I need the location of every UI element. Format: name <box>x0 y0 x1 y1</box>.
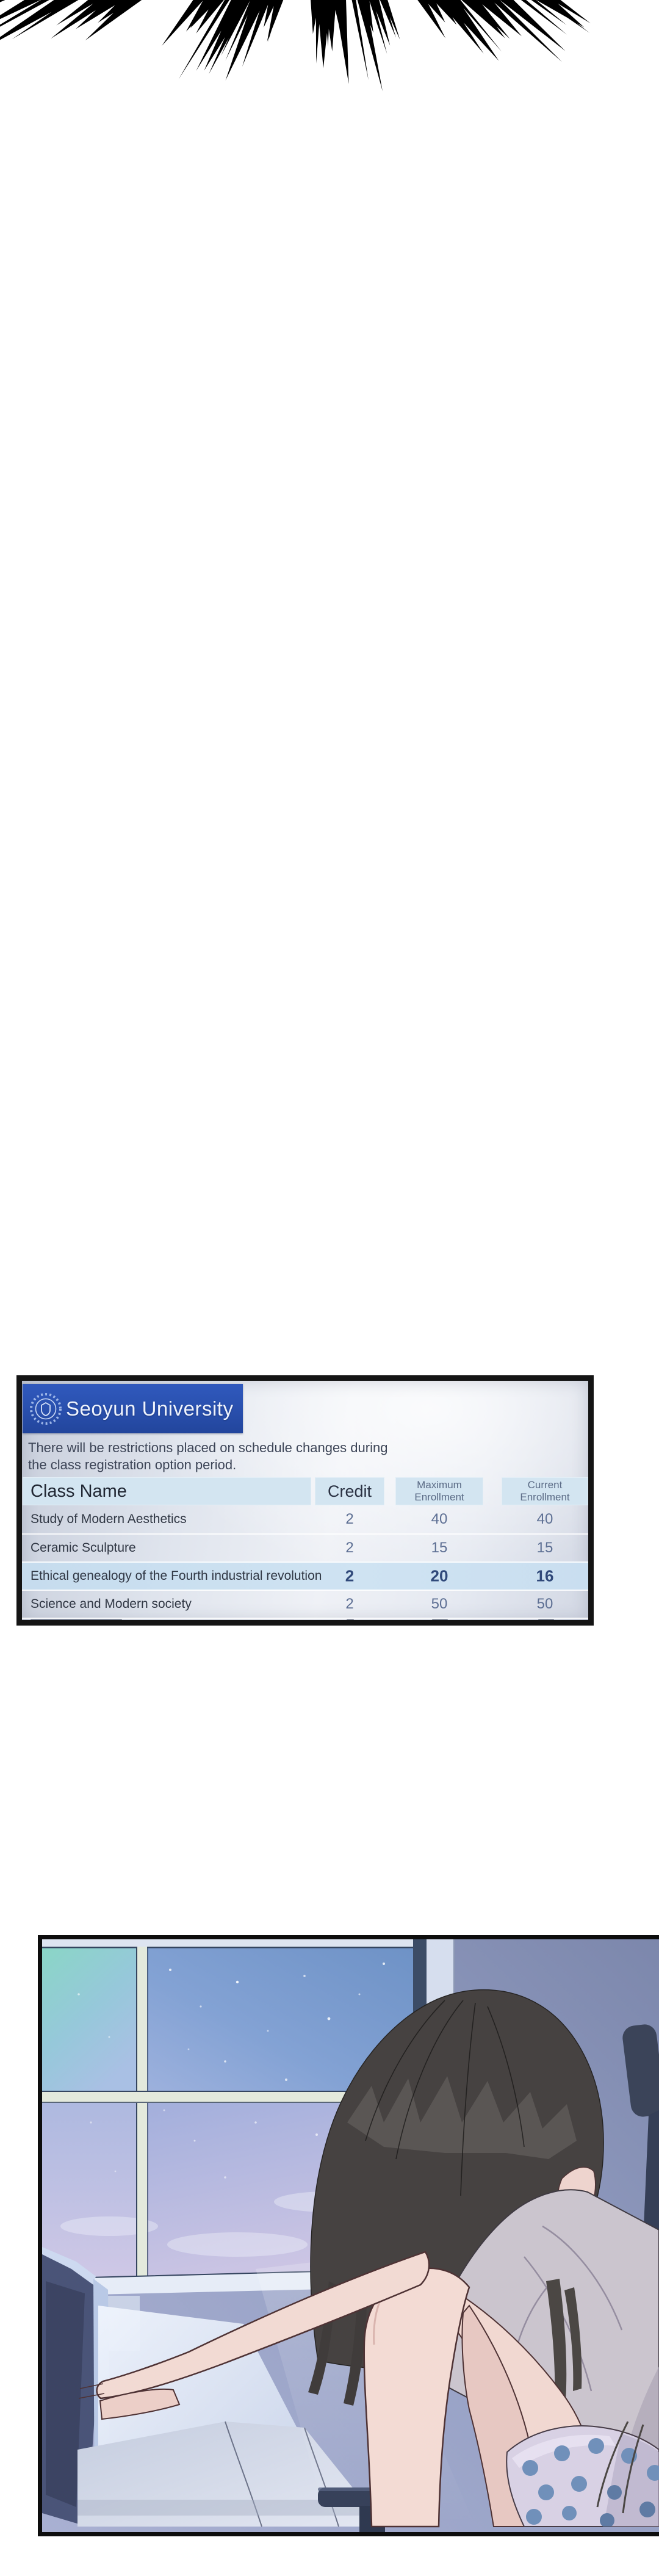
notice-line-2: the class registration option period. <box>28 1457 237 1472</box>
course-credit: 2 <box>345 1596 354 1612</box>
registration-screen <box>22 1381 588 1620</box>
window-pane-top-left <box>42 1947 137 2092</box>
course-row <box>22 1590 588 1618</box>
university-emblem-icon <box>27 1390 65 1428</box>
course-current-enrollment: 40 <box>536 1511 553 1527</box>
registration-screen-panel <box>16 1375 594 1626</box>
course-name: Ethical genealogy of the Fourth industrial revolution <box>31 1569 322 1583</box>
header-class-name: Class Name <box>23 1477 311 1505</box>
clipped-text-mark <box>31 1619 122 1620</box>
course-row <box>22 1505 588 1533</box>
course-credit: 2 <box>345 1566 355 1585</box>
speed-lines-burst <box>0 0 659 147</box>
night-scene-panel <box>38 1935 659 2536</box>
header-current-enrollment: Current Enrollment <box>502 1477 588 1505</box>
clipped-text-mark <box>432 1619 448 1620</box>
header-credit: Credit <box>315 1477 384 1505</box>
course-table-body <box>22 1505 588 1620</box>
girl-shorts <box>506 2422 659 2528</box>
course-max-enrollment: 50 <box>431 1596 448 1612</box>
university-name: Seoyun University <box>66 1397 234 1420</box>
course-credit: 2 <box>345 1511 354 1527</box>
course-name: Science and Modern society <box>31 1597 192 1611</box>
course-current-enrollment: 15 <box>536 1539 553 1556</box>
course-max-enrollment: 20 <box>430 1566 448 1585</box>
course-max-enrollment: 15 <box>431 1539 448 1556</box>
speed-lines <box>0 0 591 92</box>
course-name: Study of Modern Aesthetics <box>31 1512 187 1526</box>
notice-line-1: There will be restrictions placed on schedule changes during <box>28 1440 388 1455</box>
course-current-enrollment: 16 <box>536 1566 554 1585</box>
course-row-highlighted <box>22 1561 588 1590</box>
clipped-text-mark <box>538 1619 554 1620</box>
course-table-header <box>22 1477 588 1505</box>
course-row <box>22 1533 588 1561</box>
clipped-text-mark <box>347 1619 354 1620</box>
course-name: Ceramic Sculpture <box>31 1541 136 1555</box>
university-header-bar <box>23 1384 243 1433</box>
registration-notice <box>28 1439 387 1474</box>
course-current-enrollment: 50 <box>536 1596 553 1612</box>
course-credit: 2 <box>345 1539 354 1556</box>
header-maximum-enrollment: Maximum Enrollment <box>395 1477 483 1505</box>
night-scene <box>42 1939 659 2532</box>
clipped-row-remnant <box>22 1618 588 1620</box>
course-max-enrollment: 40 <box>431 1511 448 1527</box>
